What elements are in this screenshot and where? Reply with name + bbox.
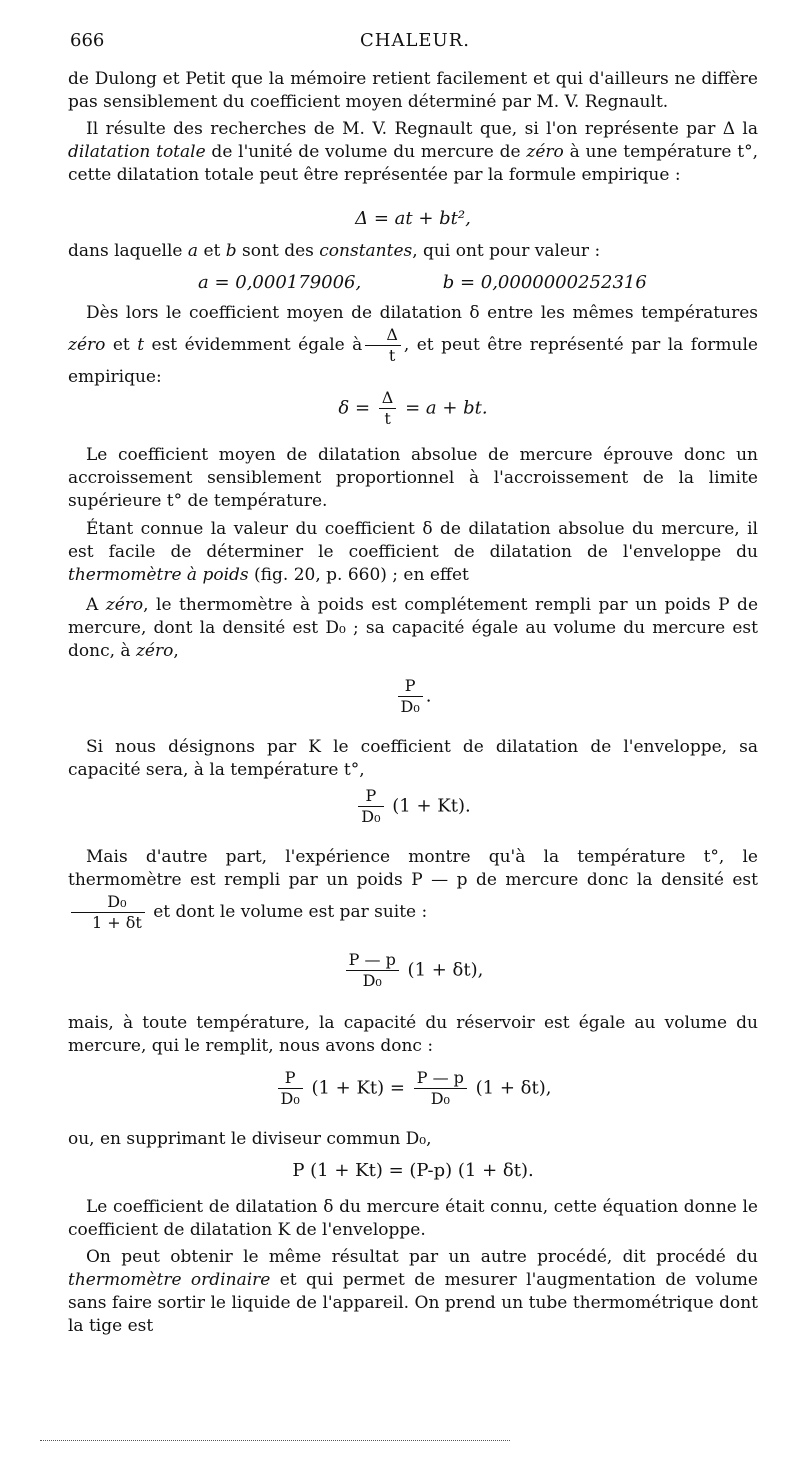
eq3-den: t (384, 409, 391, 428)
inline-fraction-delta-over-t (365, 325, 401, 366)
p9-text-a: Mais d'autre part, l'expérience montre qu'à la température t°, le thermomètre est rempli par un poids P — p de mercure donc la densité est (68, 847, 758, 890)
paragraph-13 (68, 1246, 758, 1338)
p4-text-a: Dès lors le coefficient moyen de dilatation δ entre les mêmes températures (86, 303, 758, 323)
p8-text: Si nous désignons par K le coefficient de dilatation de l'enveloppe, sa capacité sera, à la température t°, (68, 737, 758, 780)
p4-text-f: , et peut être représenté par la formule empirique: (68, 335, 758, 387)
p7-text-a: A (86, 595, 106, 615)
equation-dilatation-totale (68, 208, 758, 229)
paragraph-7 (68, 594, 758, 663)
eq6-tail: (1 + δt), (407, 959, 484, 981)
p9-text-b: et dont le volume est par suite : (147, 902, 428, 922)
p2-text-a: Il résulte des recherches de M. V. Regnault que, si l'on représente par Δ la (86, 119, 758, 139)
eq3-left: δ = (338, 397, 371, 419)
p13-text-c: et qui permet de mesurer l'augmentation de volume sans faire sortir le liquide de l'appareil. On prend un tube thermométrique dont la tige est (68, 1270, 758, 1336)
p5-text: Le coefficient moyen de dilatation absolue de mercure éprouve donc un accroissement sensiblement proportionnel à l'accroissement de la limite supérieure t° de température. (68, 445, 758, 511)
eq5-tail: (1 + Kt). (392, 795, 471, 817)
paragraph-12 (68, 1196, 758, 1242)
paragraph-8 (68, 736, 758, 782)
equation-capacity-zero (68, 676, 758, 717)
p4-text-e: est évidemment égale à (144, 335, 363, 355)
eq4-tail: . (425, 685, 432, 707)
p4-emphasis-zero: zéro (68, 335, 106, 355)
paragraph-3 (68, 240, 758, 263)
p2-emphasis-zero: zéro (526, 142, 564, 162)
p3-var-b: b (225, 241, 237, 261)
running-title: CHALEUR. (359, 30, 470, 51)
p3-text-c: et (198, 241, 226, 261)
paragraph-5 (68, 444, 758, 513)
footer-dotted-rule (40, 1440, 510, 1441)
p7-text-c: , le thermomètre à poids est complétement rempli par un poids P de mercure, dont la densité est D₀ ; sa capacité égale au volume du mercure est donc, à (68, 595, 759, 661)
eq3-right: = a + bt. (405, 397, 488, 419)
eq4-den: D₀ (400, 697, 420, 716)
eq6-num: P — p (346, 950, 399, 971)
density-num: D₀ (71, 892, 145, 913)
page-header (70, 30, 760, 58)
constant-b-value: b = 0,0000000252316 (442, 272, 647, 293)
p2-emphasis-dilatation-totale: dilatation totale (68, 142, 206, 162)
paragraph-9 (68, 846, 758, 933)
p6-text-c: (fig. 20, p. 660) ; en effet (248, 565, 469, 585)
eq5-fraction (358, 786, 383, 827)
p3-emphasis-constantes: constantes (319, 241, 413, 261)
eq6-den: D₀ (362, 971, 382, 990)
paragraph-11 (68, 1128, 758, 1151)
eq8-text: P (1 + Kt) = (P-p) (1 + δt). (292, 1160, 534, 1181)
p3-text-e: sont des (236, 241, 320, 261)
eq5-den: D₀ (361, 807, 381, 826)
density-den: 1 + δt (92, 913, 142, 932)
eq6-fraction (346, 950, 399, 991)
p12-text: Le coefficient de dilatation δ du mercure était connu, cette équation donne le coefficient de dilatation K de l'enveloppe. (68, 1197, 758, 1240)
frac-den: t (388, 346, 396, 365)
p6-emphasis-thermometre: thermomètre à poids (68, 565, 249, 585)
p11-text: ou, en supprimant le diviseur commun D₀, (68, 1129, 432, 1149)
eq5-num: P (358, 786, 383, 807)
eq3-fraction (379, 388, 397, 429)
frac-num: Δ (365, 325, 401, 346)
eq7-mid: (1 + Kt) = (311, 1077, 405, 1099)
equation-capacity-t (68, 786, 758, 827)
inline-fraction-density (71, 892, 145, 933)
p7-text-e: , (173, 641, 179, 661)
eq7-r-num: P — p (414, 1068, 467, 1089)
p6-text-a: Étant connue la valeur du coefficient δ de dilatation absolue du mercure, il est facile de déterminer le coefficient de dilatation de l'enveloppe du (68, 519, 758, 562)
paragraph-1-text: de Dulong et Petit que la mémoire retient facilement et qui d'ailleurs ne diffère pas sensiblement du coefficient moyen déterminé par M. V. Regnault. (68, 69, 758, 112)
equation-volume (68, 950, 758, 991)
p7-emphasis-zero-1: zéro (105, 595, 144, 615)
eq7-r-den: D₀ (430, 1089, 450, 1108)
equation-balance (68, 1068, 758, 1109)
paragraph-2 (68, 118, 758, 187)
equation-final (68, 1160, 758, 1181)
p3-var-a: a (187, 241, 199, 261)
p13-emphasis-thermometre-ordinaire: thermomètre ordinaire (68, 1270, 271, 1290)
p3-text-a: dans laquelle (68, 241, 188, 261)
paragraph-10 (68, 1012, 758, 1058)
p2-text-e: à une température t°, cette dilatation totale peut être représentée par la formule empirique : (68, 142, 758, 185)
paragraph-4 (68, 302, 758, 389)
eq7-l-num: P (278, 1068, 303, 1089)
paragraph-6 (68, 518, 758, 587)
eq7-right-fraction (414, 1068, 467, 1109)
p10-text: mais, à toute température, la capacité du réservoir est égale au volume du mercure, qui le remplit, nous avons donc : (68, 1013, 758, 1056)
paragraph-1 (68, 68, 758, 114)
p3-text-g: , qui ont pour valeur : (412, 241, 601, 261)
eq7-l-den: D₀ (280, 1089, 300, 1108)
page-number: 666 (70, 30, 105, 51)
constant-a-value: a = 0,000179006, (198, 272, 362, 293)
eq7-left-fraction (278, 1068, 303, 1109)
p2-text-c: de l'unité de volume du mercure de (205, 142, 527, 162)
eq7-tail: (1 + δt), (475, 1077, 552, 1099)
eq3-num: Δ (379, 388, 397, 409)
p7-emphasis-zero-2: zéro (135, 641, 174, 661)
eq1-text: Δ = at + bt², (355, 208, 471, 229)
p13-text-a: On peut obtenir le même résultat par un autre procédé, dit procédé du (86, 1247, 758, 1267)
equation-delta (68, 388, 758, 429)
equation-constants (68, 272, 758, 293)
p4-text-c: et (105, 335, 138, 355)
p4-var-t: t (137, 335, 145, 355)
eq4-num: P (398, 676, 423, 697)
eq4-fraction (398, 676, 423, 717)
